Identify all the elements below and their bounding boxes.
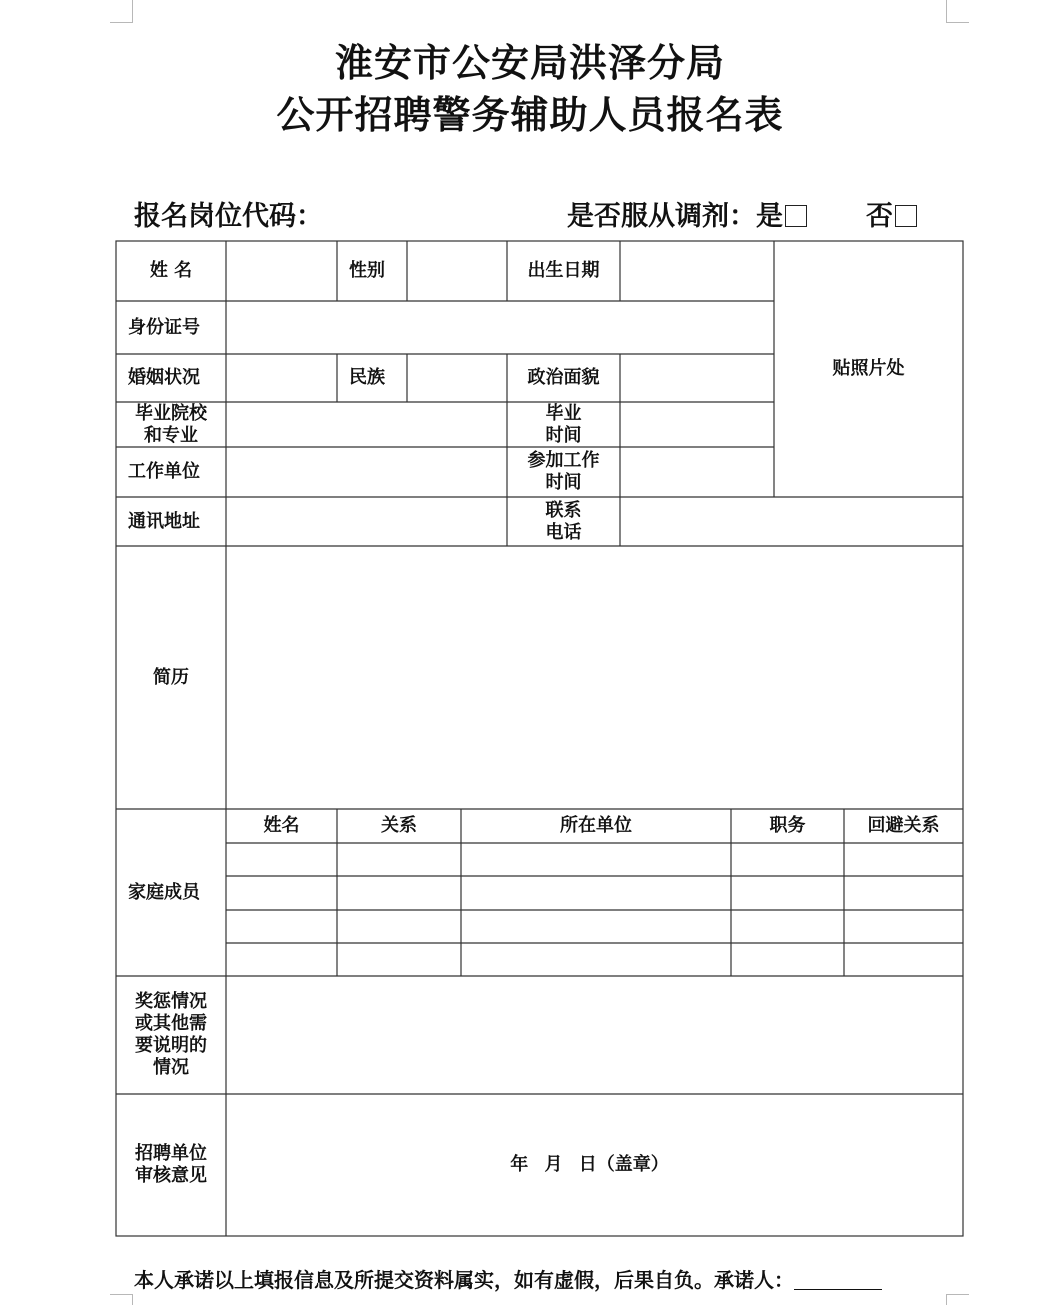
review-label <box>116 1094 226 1236</box>
phone-input[interactable] <box>620 497 963 546</box>
address-label: 通讯地址 <box>128 510 200 532</box>
name-label: 姓 名 <box>149 260 193 281</box>
gender-label: 性别 <box>349 260 385 281</box>
family-label: 家庭成员 <box>128 881 200 903</box>
id-input[interactable] <box>226 301 774 354</box>
work-unit-label: 工作单位 <box>128 461 200 482</box>
review-line: 审核意见 <box>135 1165 207 1186</box>
family-row[interactable] <box>226 910 963 943</box>
gender-input[interactable] <box>407 241 507 301</box>
id-label: 身份证号 <box>128 316 200 338</box>
awards-input[interactable] <box>226 976 963 1094</box>
join-work-line2: 时间 <box>545 472 582 493</box>
grad-time-line2: 时间 <box>545 424 582 446</box>
family-row[interactable] <box>226 876 963 910</box>
family-col-relation: 关系 <box>381 815 417 836</box>
review-area[interactable] <box>226 1094 963 1236</box>
join-work-label <box>507 447 620 497</box>
resume-label: 简历 <box>153 666 189 688</box>
family-col-name: 姓名 <box>263 815 300 836</box>
awards-line: 情况 <box>153 1057 189 1078</box>
family-row[interactable] <box>226 843 963 876</box>
grad-time-label <box>507 402 620 447</box>
school-input[interactable] <box>226 402 507 447</box>
birth-label: 出生日期 <box>527 260 600 281</box>
review-date: 年 月 日（盖章） <box>510 1154 669 1175</box>
pledge-statement <box>134 1264 882 1293</box>
awards-line: 奖惩情况 <box>135 991 207 1012</box>
phone-label-line1: 联系 <box>545 499 582 521</box>
awards-line: 要说明的 <box>135 1035 207 1056</box>
marital-input[interactable] <box>226 354 337 402</box>
resume-input[interactable] <box>226 546 963 809</box>
name-input[interactable] <box>226 241 337 301</box>
school-label-line1: 毕业院校 <box>135 402 207 424</box>
birth-input[interactable] <box>620 241 774 301</box>
phone-label-line2: 电话 <box>545 521 582 543</box>
awards-line: 或其他需 <box>135 1013 207 1034</box>
join-work-line1: 参加工作 <box>527 450 600 471</box>
family-row[interactable] <box>226 943 963 976</box>
school-label <box>116 402 226 447</box>
ethnic-label: 民族 <box>349 367 385 388</box>
position-code-label: 报名岗位代码： <box>134 201 323 232</box>
family-col-unit: 所在单位 <box>560 815 632 836</box>
signature-line[interactable] <box>794 1271 882 1290</box>
grad-time-input[interactable] <box>620 402 774 447</box>
awards-label <box>116 976 226 1094</box>
ethnic-input[interactable] <box>407 354 507 402</box>
grad-time-line1: 毕业 <box>545 402 582 424</box>
adjust-no-label: 否 <box>866 201 893 232</box>
marital-label: 婚姻状况 <box>128 367 200 388</box>
pledge-text: 本人承诺以上填报信息及所提交资料属实，如有虚假，后果自负。承诺人： <box>134 1268 794 1292</box>
form-title-line1: 淮安市公安局洪泽分局 <box>334 41 725 85</box>
political-label: 政治面貌 <box>527 367 600 388</box>
school-label-line2: 和专业 <box>144 424 198 446</box>
adjust-label: 是否服从调剂：是 <box>567 201 783 232</box>
address-input[interactable] <box>226 497 507 546</box>
review-line: 招聘单位 <box>135 1143 207 1164</box>
join-work-input[interactable] <box>620 447 774 497</box>
form-title-line2: 公开招聘警务辅助人员报名表 <box>276 93 784 137</box>
family-col-avoidance: 回避关系 <box>867 815 940 836</box>
photo-area[interactable]: 贴照片处 <box>832 358 905 379</box>
political-input[interactable] <box>620 354 774 402</box>
family-col-position: 职务 <box>769 815 806 836</box>
phone-label <box>507 497 620 546</box>
work-unit-input[interactable] <box>226 447 507 497</box>
